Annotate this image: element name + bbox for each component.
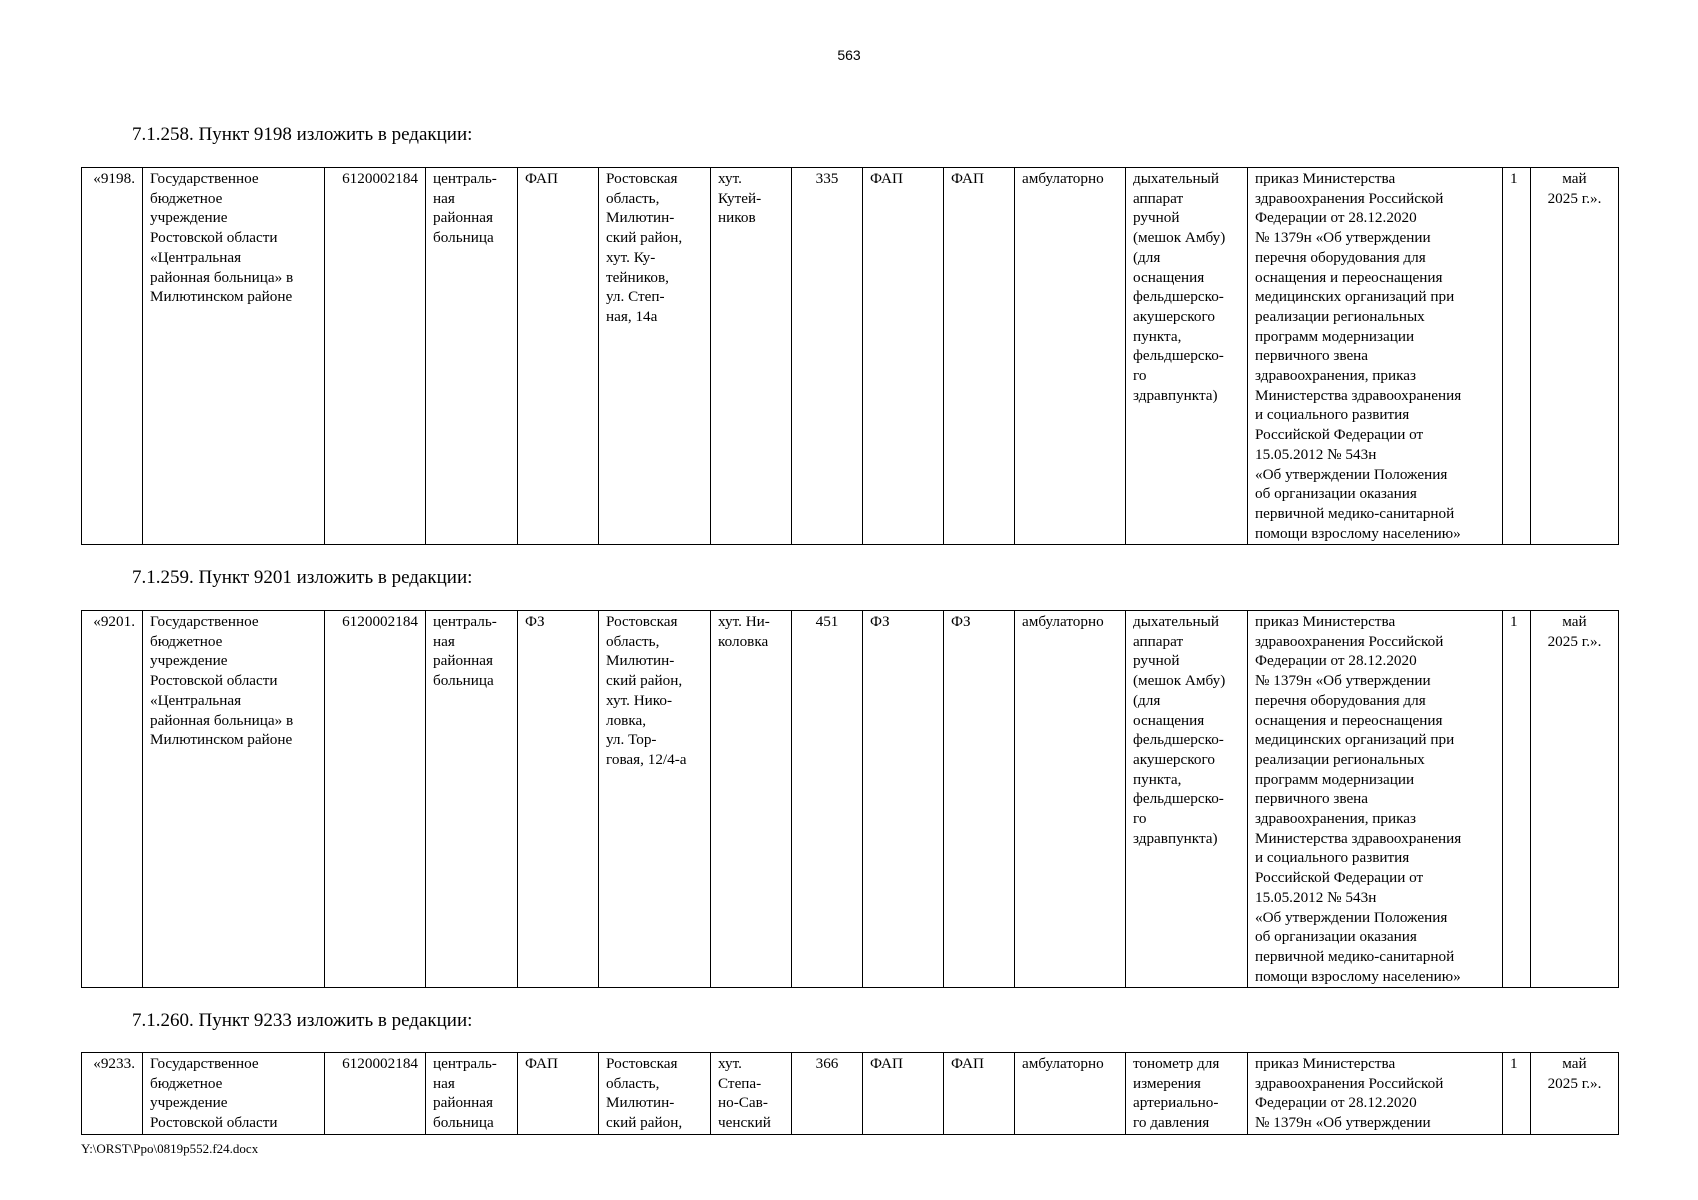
table-item-9233 [81,1052,1619,1135]
page-number: 563 [837,47,861,63]
cell-number: «9198. [82,168,143,545]
section-heading-9201: 7.1.259. Пункт 9201 изложить в редакции: [132,567,473,588]
table-row [82,1053,1619,1135]
table-row [82,611,1619,988]
cell-basis: приказ Министерства здравоохранения Российской Федерации от 28.12.2020 № 1379н «Об утверждении [1248,1053,1503,1135]
cell-type: централь- ная районная больница [426,168,518,545]
cell-equipment: тонометр для измерения артериально- го давления [1126,1053,1248,1135]
section-heading-9233: 7.1.260. Пункт 9233 изложить в редакции: [132,1010,473,1031]
cell-equipment: дыхательный аппарат ручной (мешок Амбу) (для оснащения фельдшерско- акушерского пункта, фельдшерско- го здравпункта) [1126,611,1248,988]
cell-date: май 2025 г.». [1531,168,1619,545]
cell-care: амбулаторно [1015,611,1126,988]
footer-file-path: Y:\ORST\Ppo\0819p552.f24.docx [81,1141,259,1156]
cell-care: амбулаторно [1015,168,1126,545]
cell-unit-3: ФАП [944,1053,1015,1135]
cell-quantity: 1 [1503,611,1531,988]
cell-unit-2: ФАП [863,168,944,545]
cell-equipment: дыхательный аппарат ручной (мешок Амбу) (для оснащения фельдшерско- акушерского пункта, фельдшерско- го здравпункта) [1126,168,1248,545]
cell-basis: приказ Министерства здравоохранения Российской Федерации от 28.12.2020 № 1379н «Об утверждении перечня оборудования для оснащения и переоснащения медицинских организаций при реализации региональных программ модернизации первичного звена здравоохранения, приказ Министерства здравоохранения и социального развития Российской Федерации от 15.05.2012 № 543н «Об утверждении Положения об организации оказания первичной медико-санитарной помощи взрослому населению» [1248,611,1503,988]
cell-unit: ФАП [518,168,599,545]
cell-date: май 2025 г.». [1531,611,1619,988]
cell-care: амбулаторно [1015,1053,1126,1135]
cell-unit-3: ФЗ [944,611,1015,988]
cell-date: май 2025 г.». [1531,1053,1619,1135]
cell-settlement: хут. Кутей- ников [711,168,792,545]
cell-inn: 6120002184 [325,611,426,988]
cell-institution: Государственное бюджетное учреждение Ростовской области [143,1053,325,1135]
cell-settlement: хут. Степа- но-Сав- ченский [711,1053,792,1135]
cell-type: централь- ная районная больница [426,1053,518,1135]
cell-population: 451 [792,611,863,988]
cell-unit: ФАП [518,1053,599,1135]
cell-type: централь- ная районная больница [426,611,518,988]
cell-institution: Государственное бюджетное учреждение Ростовской области «Центральная районная больница» в Милютинском районе [143,168,325,545]
table-item-9201 [81,610,1619,988]
cell-address: Ростовская область, Милютин- ский район, хут. Нико- ловка, ул. Тор- говая, 12/4-а [599,611,711,988]
cell-population: 335 [792,168,863,545]
cell-unit-2: ФЗ [863,611,944,988]
cell-settlement: хут. Ни- коловка [711,611,792,988]
cell-institution: Государственное бюджетное учреждение Ростовской области «Центральная районная больница» в Милютинском районе [143,611,325,988]
table-item-9198 [81,167,1619,545]
cell-address: Ростовская область, Милютин- ский район, хут. Ку- тейников, ул. Степ- ная, 14а [599,168,711,545]
cell-number: «9201. [82,611,143,988]
cell-inn: 6120002184 [325,1053,426,1135]
table-row [82,168,1619,545]
cell-number: «9233. [82,1053,143,1135]
section-heading-9198: 7.1.258. Пункт 9198 изложить в редакции: [132,124,473,145]
cell-unit-2: ФАП [863,1053,944,1135]
cell-unit: ФЗ [518,611,599,988]
cell-inn: 6120002184 [325,168,426,545]
cell-basis: приказ Министерства здравоохранения Российской Федерации от 28.12.2020 № 1379н «Об утверждении перечня оборудования для оснащения и переоснащения медицинских организаций при реализации региональных программ модернизации первичного звена здравоохранения, приказ Министерства здравоохранения и социального развития Российской Федерации от 15.05.2012 № 543н «Об утверждении Положения об организации оказания первичной медико-санитарной помощи взрослому населению» [1248,168,1503,545]
cell-address: Ростовская область, Милютин- ский район, [599,1053,711,1135]
cell-quantity: 1 [1503,168,1531,545]
cell-population: 366 [792,1053,863,1135]
cell-quantity: 1 [1503,1053,1531,1135]
cell-unit-3: ФАП [944,168,1015,545]
